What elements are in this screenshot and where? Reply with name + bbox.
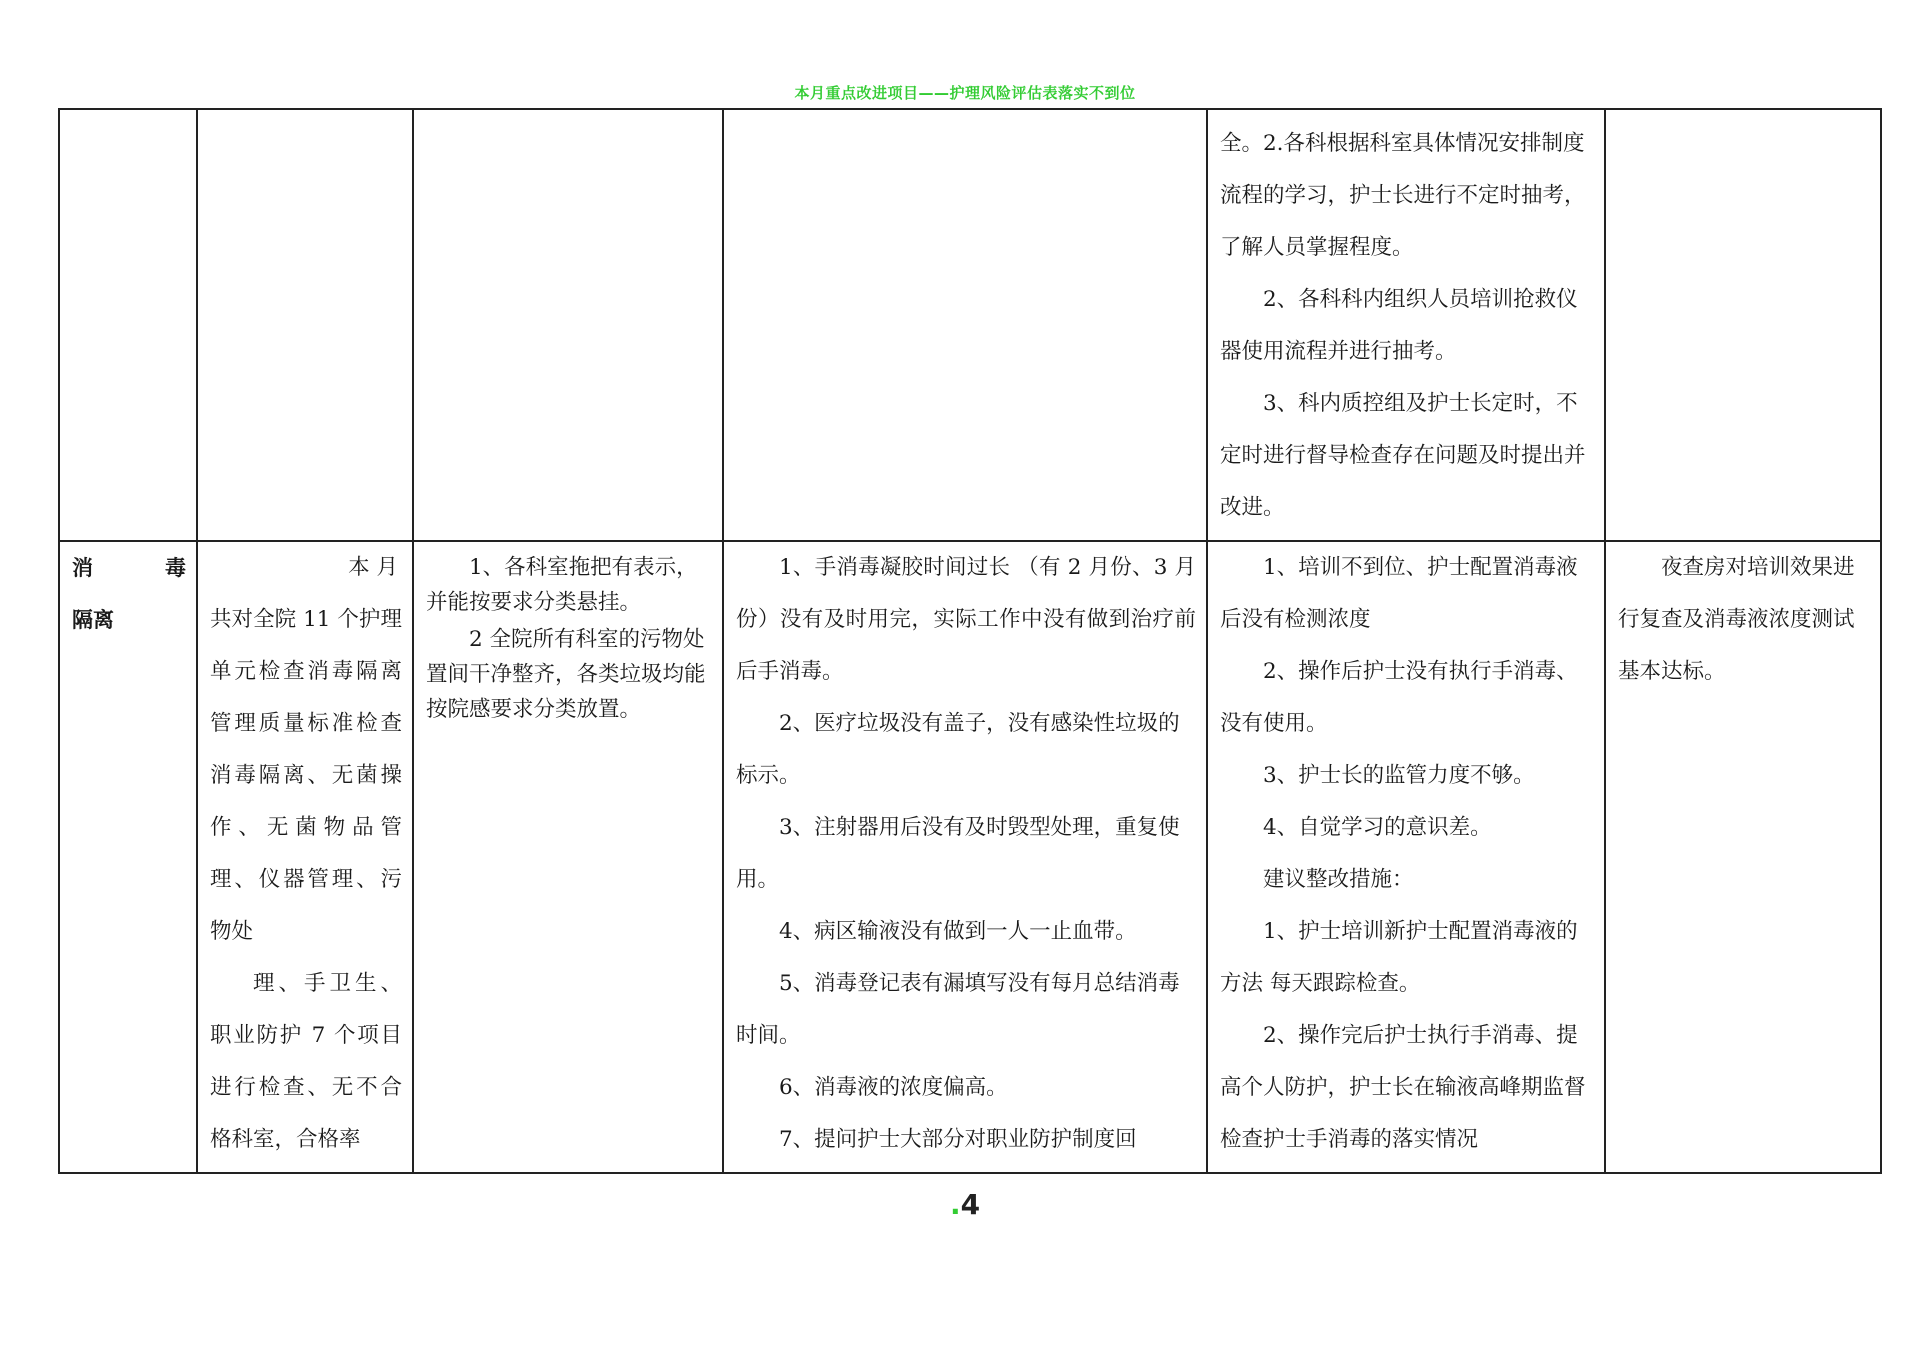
cause-item: 4、自觉学习的意识差。 xyxy=(1263,815,1492,840)
summary-cell xyxy=(197,541,413,1173)
category-label: 隔离 xyxy=(72,608,114,632)
summary-text: 理、手卫生、职业防护 7 个项目进行检查、无不合格科室，合格率 xyxy=(210,971,402,1152)
category-cell xyxy=(59,541,197,1173)
summary-text: 共对全院 11 个护理单元检查消毒隔离管理质量标准检查消毒隔离、无菌操作、无菌物品管理、仪器管理、污物处 xyxy=(210,607,402,944)
summary-cell xyxy=(197,109,413,541)
problem-item: 3、注射器用后没有及时毁型处理，重复使用。 xyxy=(736,815,1180,892)
problem-item: 2、医疗垃圾没有盖子，没有感染性垃圾的标示。 xyxy=(736,711,1180,788)
cause-item: 3、护士长的监管力度不够。 xyxy=(1263,763,1535,788)
effect-text: 夜查房对培训效果进行复查及消毒液浓度测试基本达标。 xyxy=(1618,555,1855,684)
summary-text: 本 月 xyxy=(348,555,398,580)
highlights-cell xyxy=(413,541,723,1173)
effect-cell xyxy=(1605,109,1881,541)
report-table xyxy=(58,108,1882,1174)
cause-item: 2、操作后护士没有执行手消毒、没有使用。 xyxy=(1220,659,1578,736)
problem-item: 5、消毒登记表有漏填写没有每月总结消毒时间。 xyxy=(736,971,1180,1048)
measure-item: 全。2.各科根据科室具体情况安排制度流程的学习，护士长进行不定时抽考，了解人员掌握程度。 xyxy=(1220,131,1586,260)
problem-item: 1、手消毒凝胶时间过长 （有 2 月份、3 月份）没有及时用完，实际工作中没有做到治疗前后手消毒。 xyxy=(736,555,1196,684)
measure-item: 2、操作完后护士执行手消毒、提高个人防护，护士长在输液高峰期监督检查护士手消毒的落实情况 xyxy=(1220,1023,1586,1152)
page-number-value: 4 xyxy=(960,1188,981,1221)
measure-item: 3、科内质控组及护士长定时，不定时进行督导检查存在问题及时提出并改进。 xyxy=(1220,391,1586,520)
problem-item: 6、消毒液的浓度偏高。 xyxy=(779,1075,1008,1100)
problem-item: 4、病区输液没有做到一人一止血带。 xyxy=(779,919,1137,944)
measures-cell xyxy=(1207,541,1605,1173)
problems-cell xyxy=(723,541,1207,1173)
page-number-dot: . xyxy=(949,1188,961,1221)
category-label: 消 毒 xyxy=(72,556,186,580)
effect-cell xyxy=(1605,541,1881,1173)
cause-item: 1、培训不到位、护士配置消毒液后没有检测浓度 xyxy=(1220,555,1578,632)
measure-item: 2、各科科内组织人员培训抢救仪器使用流程并进行抽考。 xyxy=(1220,287,1578,364)
measure-heading: 建议整改措施： xyxy=(1263,867,1414,892)
highlight-item: 2 全院所有科室的污物处置间干净整齐，各类垃圾均能按院感要求分类放置。 xyxy=(426,627,706,722)
category-cell xyxy=(59,109,197,541)
measures-cell xyxy=(1207,109,1605,541)
highlight-item: 1、各科室拖把有表示，并能按要求分类悬挂。 xyxy=(426,555,698,615)
problems-cell xyxy=(723,109,1207,541)
page-number xyxy=(0,1188,1930,1221)
problem-item: 7、提问护士大部分对职业防护制度回 xyxy=(779,1127,1137,1152)
measure-item: 1、护士培训新护士配置消毒液的方法 每天跟踪检查。 xyxy=(1220,919,1578,996)
page-header-title: 本月重点改进项目——护理风险评估表落实不到位 xyxy=(794,84,1136,102)
highlights-cell xyxy=(413,109,723,541)
table-row xyxy=(59,109,1881,541)
table-row xyxy=(59,541,1881,1173)
